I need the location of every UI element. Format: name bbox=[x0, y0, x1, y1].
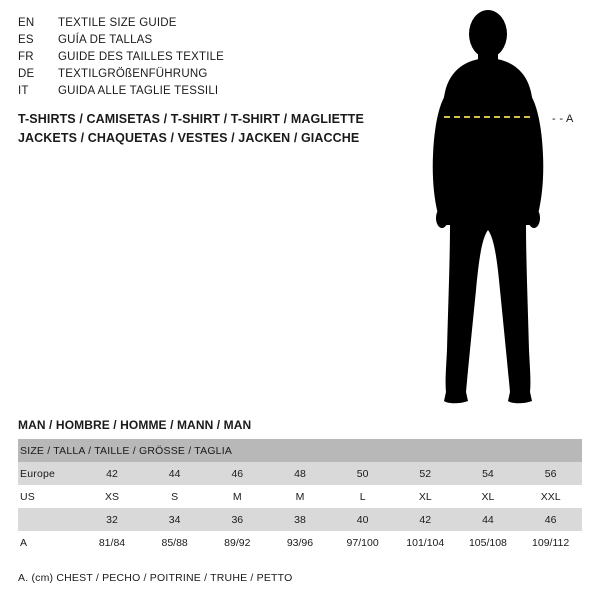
table-header-row bbox=[18, 439, 582, 462]
cell: XL bbox=[481, 490, 495, 503]
language-row bbox=[18, 85, 398, 102]
language-row bbox=[18, 34, 398, 51]
cell: XS bbox=[104, 490, 119, 503]
measure-letter: A bbox=[566, 113, 574, 125]
cell: 89/92 bbox=[224, 536, 251, 549]
table-title: MAN / HOMBRE / HOMME / MANN / MAN bbox=[18, 418, 252, 432]
measure-dash: - - bbox=[552, 113, 564, 125]
language-row bbox=[18, 17, 398, 34]
man-silhouette-icon bbox=[400, 10, 600, 410]
cell: XL bbox=[418, 490, 432, 503]
language-code: FR bbox=[18, 51, 34, 63]
cell: 40 bbox=[356, 513, 369, 526]
category-jackets: JACKETS / CHAQUETAS / VESTES / JACKEN / GIACCHE bbox=[18, 131, 360, 145]
language-text: TEXTILE SIZE GUIDE bbox=[58, 17, 177, 29]
table-footnote: A. (cm) CHEST / PECHO / POITRINE / TRUHE / PETTO bbox=[18, 572, 293, 584]
cell: 54 bbox=[482, 467, 494, 480]
cell: 34 bbox=[168, 513, 181, 526]
language-code: ES bbox=[18, 34, 34, 46]
category-headings bbox=[18, 110, 418, 148]
language-text: TEXTILGRÖßENFÜHRUNG bbox=[58, 68, 208, 80]
cell: 85/88 bbox=[161, 536, 188, 549]
cell: 109/112 bbox=[532, 536, 570, 549]
size-table bbox=[18, 439, 582, 554]
table-row bbox=[18, 508, 582, 531]
row-label: US bbox=[20, 490, 35, 503]
cell: 105/108 bbox=[468, 536, 507, 549]
row-label: A bbox=[20, 536, 28, 549]
language-text: GUIDA ALLE TAGLIE TESSILI bbox=[58, 85, 219, 97]
cell: 42 bbox=[106, 467, 118, 480]
cell: 36 bbox=[231, 513, 244, 526]
cell: 50 bbox=[356, 467, 369, 480]
cell: M bbox=[295, 490, 305, 503]
language-code: IT bbox=[18, 85, 29, 97]
table-row bbox=[18, 485, 582, 508]
cell: M bbox=[232, 490, 242, 503]
table-row bbox=[18, 531, 582, 554]
size-table-section bbox=[18, 418, 582, 584]
row-label bbox=[18, 508, 81, 531]
language-code: DE bbox=[18, 68, 35, 80]
language-text: GUIDE DES TAILLES TEXTILE bbox=[58, 51, 225, 63]
category-tshirts: T-SHIRTS / CAMISETAS / T-SHIRT / T-SHIRT / MAGLIETTE bbox=[18, 112, 364, 126]
table-row bbox=[18, 462, 582, 485]
cell: 44 bbox=[482, 513, 494, 526]
mannequin-figure bbox=[400, 10, 600, 410]
cell: 46 bbox=[231, 467, 244, 480]
cell: S bbox=[171, 490, 179, 503]
measure-label-a bbox=[552, 113, 574, 125]
cell: 97/100 bbox=[346, 536, 379, 549]
language-row bbox=[18, 51, 398, 68]
cell: 93/96 bbox=[286, 536, 314, 549]
cell: 48 bbox=[294, 467, 306, 480]
language-text: GUÍA DE TALLAS bbox=[58, 34, 153, 46]
language-list bbox=[18, 17, 398, 102]
table-header-label: SIZE / TALLA / TAILLE / GRÖSSE / TAGLIA bbox=[20, 444, 233, 457]
cell: 56 bbox=[544, 467, 557, 480]
cell: 52 bbox=[419, 467, 432, 480]
cell: 32 bbox=[106, 513, 118, 526]
cell: 81/84 bbox=[98, 536, 126, 549]
cell: 101/104 bbox=[406, 536, 445, 549]
cell: 44 bbox=[168, 467, 181, 480]
row-label: Europe bbox=[20, 467, 56, 480]
cell: XXL bbox=[540, 490, 561, 503]
cell: 38 bbox=[294, 513, 306, 526]
language-row bbox=[18, 68, 398, 85]
language-code: EN bbox=[18, 17, 35, 29]
cell: L bbox=[359, 490, 366, 503]
cell: 46 bbox=[544, 513, 557, 526]
cell: 42 bbox=[419, 513, 432, 526]
